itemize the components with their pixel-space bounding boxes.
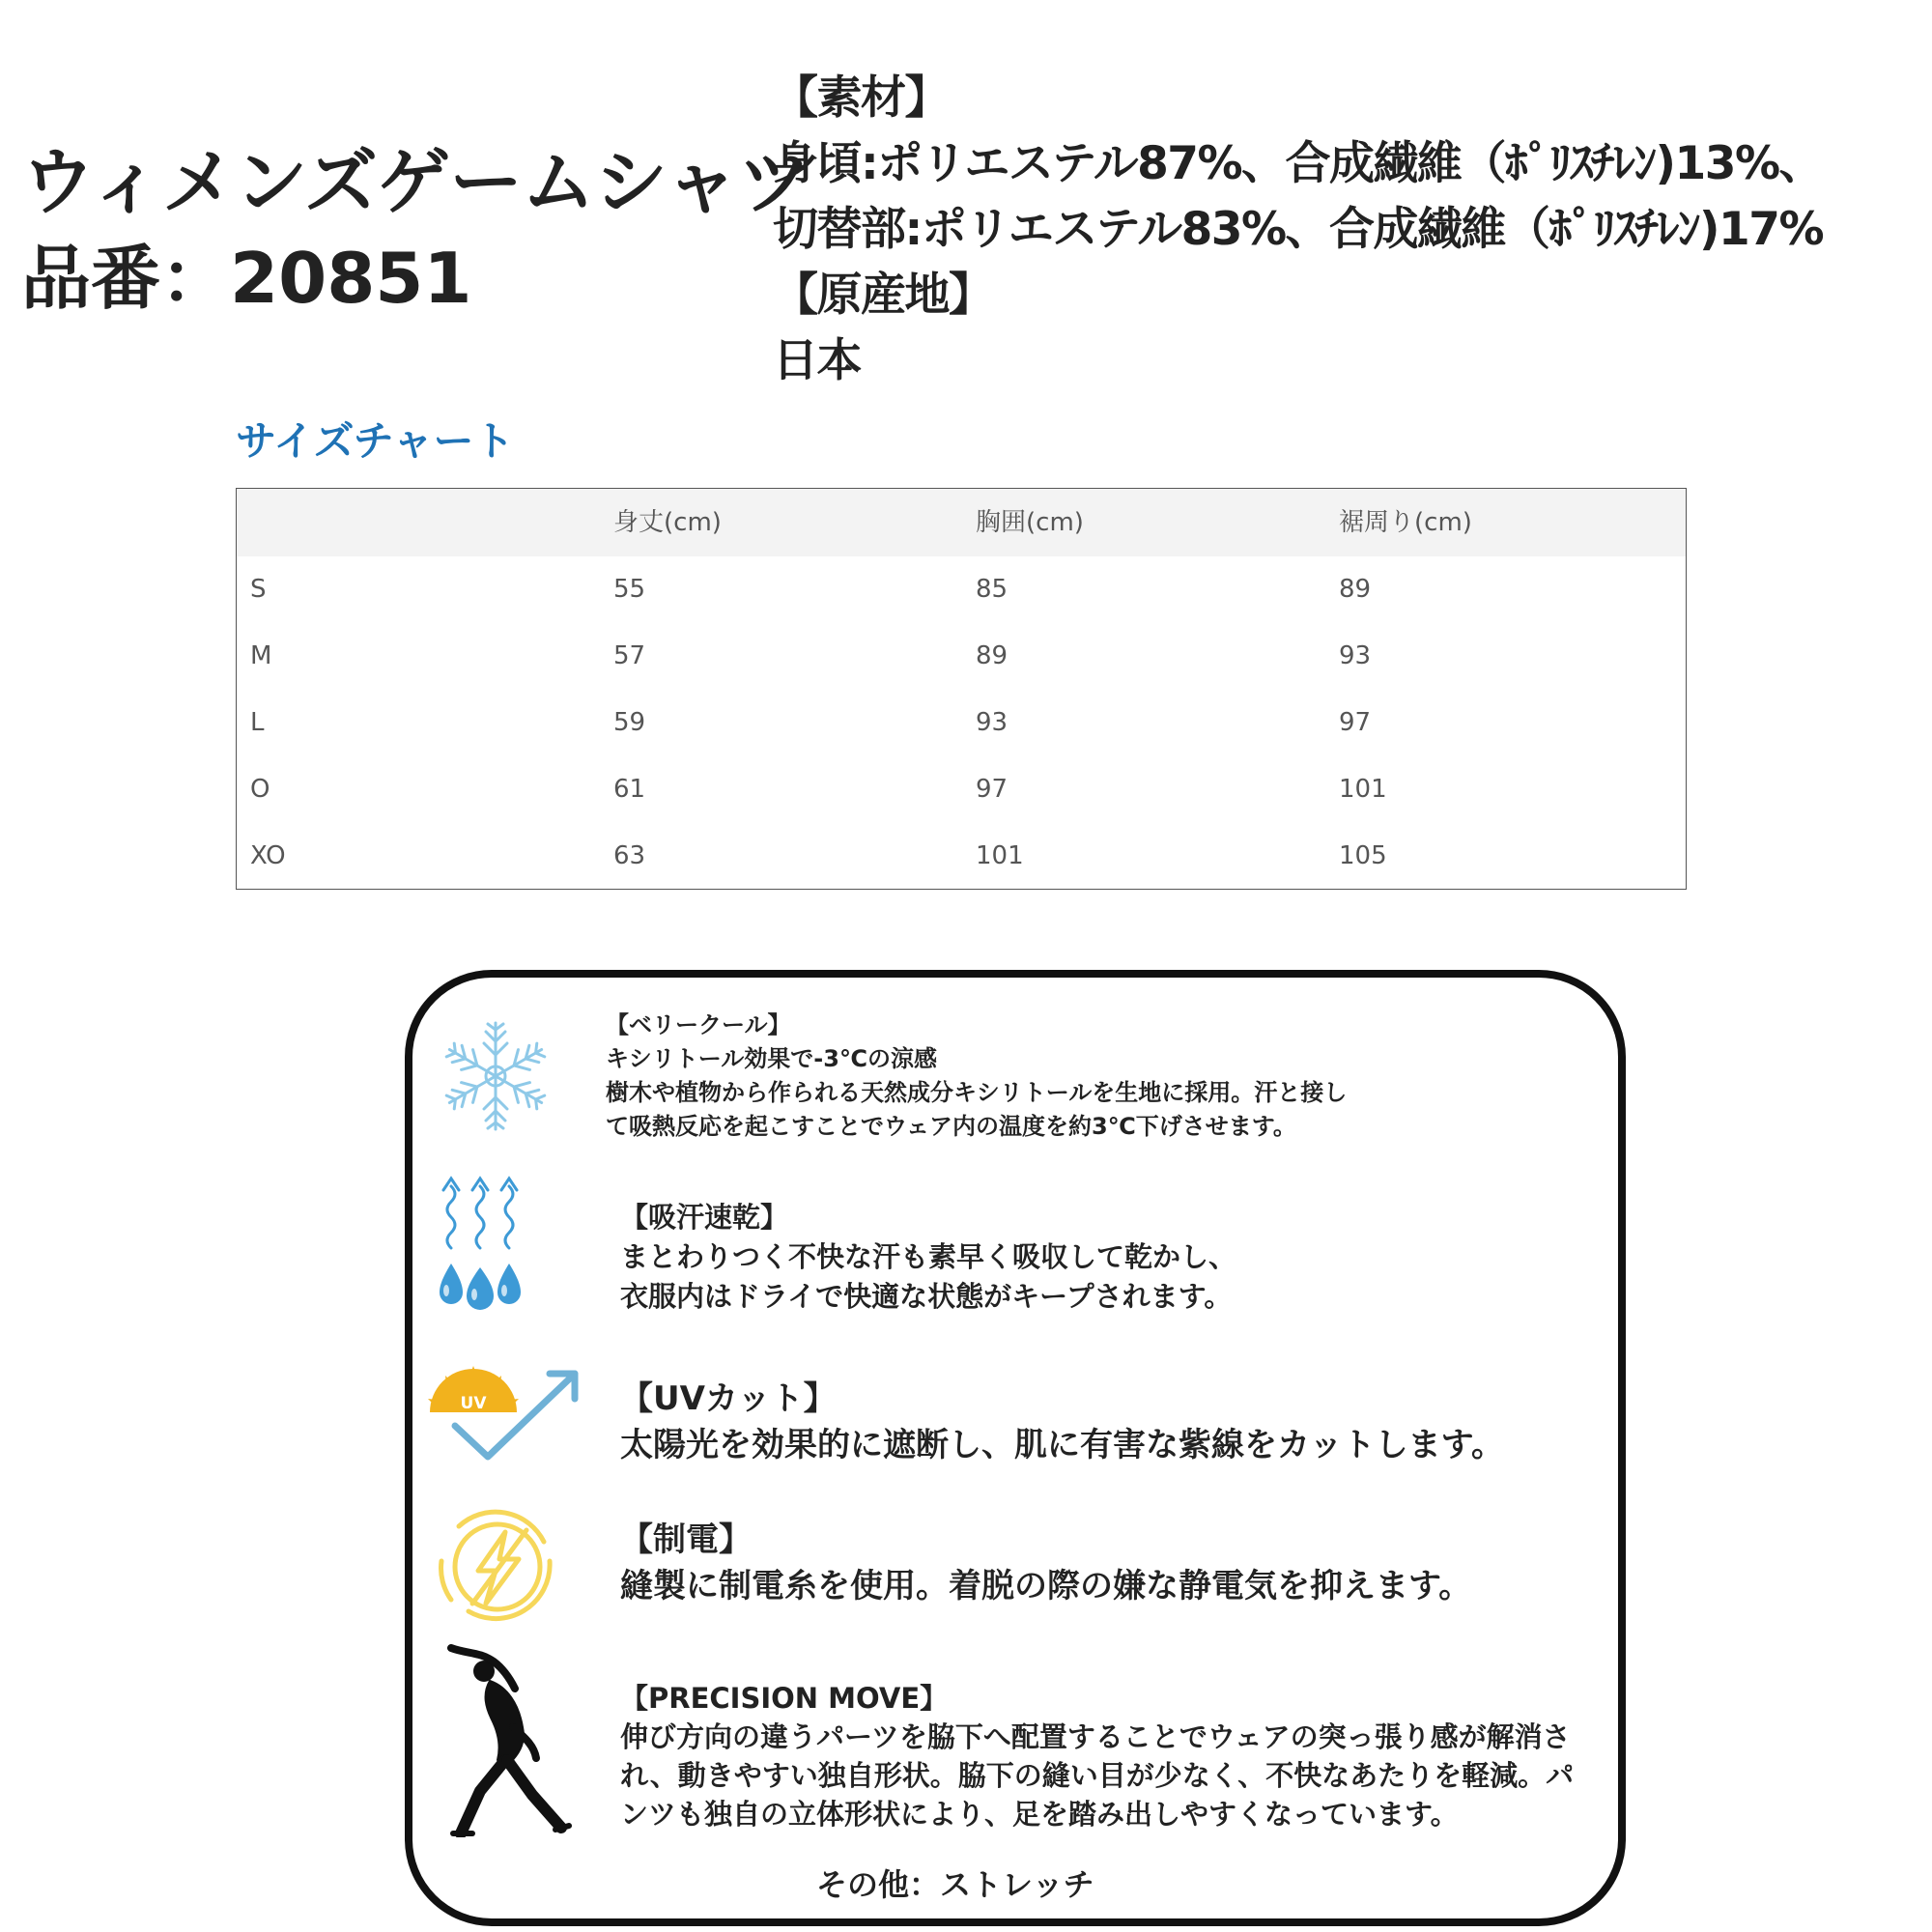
feature-title: 【UVカット】 xyxy=(620,1379,837,1418)
table-header xyxy=(237,489,1686,556)
uv-cut-icon xyxy=(420,1364,594,1470)
value-cell: 89 xyxy=(1339,575,1372,604)
feature-line: れ、動きやすい独自形状。脇下の縫い目が少なく、不快なあたりを軽減。パ xyxy=(620,1759,1575,1792)
table-row xyxy=(237,623,1686,690)
feature-line: 樹木や植物から作られる天然成分キシリトールを生地に採用。汗と接し xyxy=(606,1079,1348,1106)
value-cell: 97 xyxy=(976,775,1009,804)
sweat-wicking-icon xyxy=(438,1171,534,1316)
size-cell: M xyxy=(250,641,272,670)
value-cell: 55 xyxy=(613,575,646,604)
size-chart-title: サイズチャート xyxy=(236,417,515,465)
feature-line: まとわりつく不快な汗も素早く吸収して乾かし、 xyxy=(620,1240,1237,1273)
material-spec xyxy=(773,66,1922,394)
header-cell: 胸囲(cm) xyxy=(976,508,1084,537)
feature-anti-static xyxy=(620,1517,1471,1609)
size-cell: XO xyxy=(250,841,286,870)
value-cell: 57 xyxy=(613,641,646,670)
size-cell: S xyxy=(250,575,267,604)
value-cell: 89 xyxy=(976,641,1009,670)
product-code: 品番：20851 xyxy=(21,238,472,319)
feature-line: 太陽光を効果的に遮断し、肌に有害な紫線をカットします。 xyxy=(620,1426,1504,1464)
spec-line: 切替部:ポリエステル83%、合成繊維（ﾎﾟﾘｽﾁﾚﾝ)17% xyxy=(773,203,1824,256)
spec-line: 日本 xyxy=(773,334,861,387)
snowflake-icon xyxy=(438,1018,554,1134)
header-cell: 身丈(cm) xyxy=(613,508,722,537)
feature-title: 【吸汗速乾】 xyxy=(620,1201,789,1234)
feature-title: 【ベリークール】 xyxy=(606,1011,791,1038)
feature-line: キシリトール効果で-3℃の涼感 xyxy=(606,1045,938,1072)
feature-line: 衣服内はドライで快適な状態がキープされます。 xyxy=(620,1280,1233,1313)
stretch-figure-icon xyxy=(447,1644,573,1837)
other-features: その他：ストレッチ xyxy=(816,1866,1094,1903)
value-cell: 59 xyxy=(613,708,646,737)
uv-badge-text: UV xyxy=(460,1394,487,1413)
spec-line: 【素材】 xyxy=(773,71,949,125)
value-cell: 101 xyxy=(1339,775,1387,804)
feature-precision-move xyxy=(620,1679,1574,1833)
value-cell: 105 xyxy=(1339,841,1387,870)
feature-sweat-wicking xyxy=(620,1198,1236,1317)
value-cell: 101 xyxy=(976,841,1024,870)
product-name: ウィメンズゲームシャツ xyxy=(21,139,810,225)
feature-title: 【PRECISION MOVE】 xyxy=(620,1682,949,1715)
feature-line: 伸び方向の違うパーツを脇下へ配置することでウェアの突っ張り感が解消さ xyxy=(620,1720,1571,1753)
value-cell: 85 xyxy=(976,575,1009,604)
size-cell: L xyxy=(250,708,265,737)
feature-line: て吸熱反応を起こすことでウェア内の温度を約3℃下げさせます。 xyxy=(606,1113,1296,1140)
header-cell: 裾周り(cm) xyxy=(1339,508,1472,537)
value-cell: 93 xyxy=(976,708,1009,737)
value-cell: 61 xyxy=(613,775,646,804)
table-row xyxy=(237,556,1686,623)
table-row xyxy=(237,823,1686,890)
feature-line: ンツも独自の立体形状により、足を踏み出しやすくなっています。 xyxy=(620,1798,1459,1831)
size-chart-table xyxy=(236,488,1687,890)
feature-line: 縫製に制電糸を使用。着脱の際の嫌な静電気を抑えます。 xyxy=(620,1567,1472,1605)
value-cell: 93 xyxy=(1339,641,1372,670)
feature-very-cool xyxy=(606,1009,1347,1144)
value-cell: 97 xyxy=(1339,708,1372,737)
spec-line: 身頃:ポリエステル87%、合成繊維（ﾎﾟﾘｽﾁﾚﾝ)13%、 xyxy=(773,137,1824,190)
table-row xyxy=(237,756,1686,823)
size-cell: O xyxy=(250,775,270,804)
anti-static-icon xyxy=(430,1503,565,1629)
value-cell: 63 xyxy=(613,841,646,870)
feature-box xyxy=(405,970,1626,1926)
table-row xyxy=(237,690,1686,756)
feature-title: 【制電】 xyxy=(620,1520,752,1559)
feature-uv-cut xyxy=(620,1376,1504,1468)
spec-line: 【原産地】 xyxy=(773,269,993,322)
